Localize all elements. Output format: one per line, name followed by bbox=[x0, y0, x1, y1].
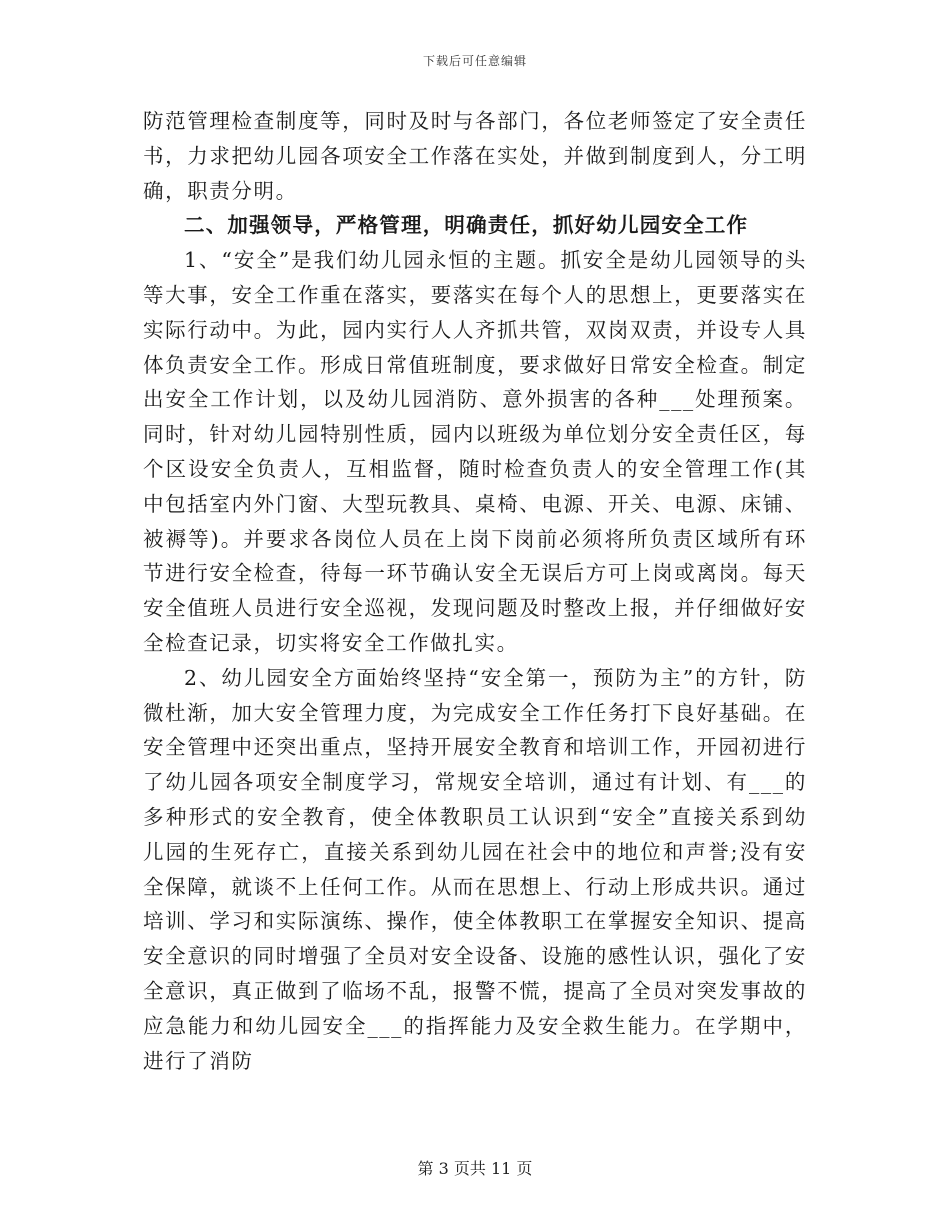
section-heading: 二、加强领导，严格管理，明确责任，抓好幼儿园安全工作 bbox=[184, 213, 749, 238]
paragraph-continued: 防范管理检查制度等，同时及时与各部门，各位老师签定了安全责任书，力求把幼儿园各项安全工作落在实处，并做到制度到人，分工明确，职责分明。 bbox=[143, 109, 807, 203]
page-footer: 第 3 页共 11 页 bbox=[417, 1159, 533, 1178]
paragraph-1: 1、“安全”是我们幼儿园永恒的主题。抓安全是幼儿园领导的头等大事，安全工作重在落实，要落实在每个人的思想上，更要落实在实际行动中。为此，园内实行人人齐抓共管，双岗双责，并设专人具体负责安全工作。形成日常值班制度，要求做好日常安全检查。制定出安全工作计划，以及幼儿园消防、意外损害的各种___处理预案。同时，针对幼儿园特别性质，园内以班级为单位划分安全责任区，每个区设安全负责人，互相监督，随时检查负责人的安全管理工作(其中包括室内外门窗、大型玩教具、桌椅、电源、开关、电源、床铺、被褥等)。并要求各岗位人员在上岗下岗前必须将所负责区域所有环节进行安全检查，待每一环节确认安全无误后方可上岗或离岗。每天安全值班人员进行安全巡视，发现问题及时整改上报，并仔细做好安全检查记录，切实将安全工作做扎实。 bbox=[143, 248, 807, 655]
document-body bbox=[143, 104, 807, 1078]
page-header: 下载后可任意编辑 bbox=[422, 54, 527, 68]
paragraph-2: 2、幼儿园安全方面始终坚持“安全第一，预防为主”的方针，防微杜渐，加大安全管理力度，为完成安全工作任务打下良好基础。在安全管理中还突出重点，坚持开展安全教育和培训工作，开园初进行了幼儿园各项安全制度学习，常规安全培训，通过有计划、有___的多种形式的安全教育，使全体教职员工认识到“安全”直接关系到幼儿园的生死存亡，直接关系到幼儿园在社会中的地位和声誉;没有安全保障，就谈不上任何工作。从而在思想上、行动上形成共识。通过培训、学习和实际演练、操作，使全体教职工在掌握安全知识、提高安全意识的同时增强了全员对安全设备、设施的感性认识，强化了安全意识，真正做到了临场不乱，报警不慌，提高了全员对突发事故的应急能力和幼儿园安全___的指挥能力及安全救生能力。在学期中，进行了消防 bbox=[143, 665, 807, 1073]
